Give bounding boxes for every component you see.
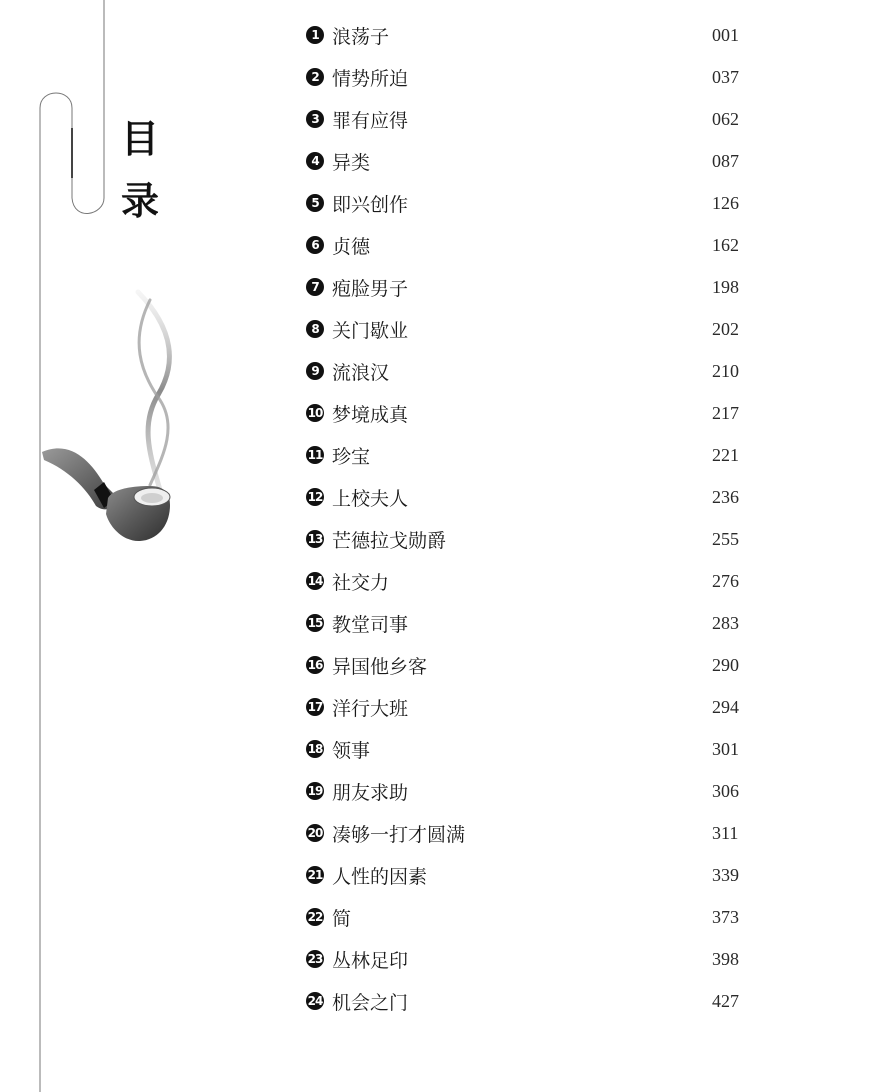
chapter-title: 浪荡子 [332, 25, 390, 48]
chapter-page-number: 236 [712, 486, 739, 507]
chapter-page-number: 294 [712, 696, 739, 717]
chapter-page-number: 398 [712, 948, 739, 969]
chapter-title: 凑够一打才圆满 [332, 823, 466, 846]
chapter-number-badge: 21 [307, 868, 323, 882]
chapter-page-number: 210 [712, 360, 739, 381]
chapter-title: 丛林足印 [332, 949, 409, 972]
chapter-number-badge: 3 [306, 110, 324, 128]
toc-entry[interactable] [306, 308, 746, 350]
page-title-line-1: 目 [121, 116, 160, 161]
chapter-number-badge: 20 [307, 826, 323, 840]
smoke-icon [138, 292, 169, 490]
chapter-title: 罪有应得 [332, 109, 409, 132]
toc-entry[interactable] [306, 182, 746, 224]
chapter-number-badge: 14 [307, 574, 323, 588]
chapter-title: 洋行大班 [332, 697, 409, 720]
chapter-title: 上校夫人 [332, 487, 409, 510]
toc-entry[interactable] [306, 560, 746, 602]
chapter-title: 机会之门 [332, 991, 409, 1014]
chapter-number-badge: 13 [307, 532, 323, 546]
chapter-page-number: 087 [712, 150, 739, 171]
title-bracket [40, 93, 104, 1092]
chapter-page-number: 202 [712, 318, 739, 339]
chapter-page-number: 217 [712, 402, 739, 423]
chapter-title: 异国他乡客 [332, 655, 428, 678]
chapter-title: 简 [332, 907, 352, 930]
chapter-title: 梦境成真 [332, 403, 409, 426]
chapter-number-badge: 22 [307, 910, 323, 924]
chapter-number-badge: 10 [307, 406, 323, 420]
toc-entry[interactable] [306, 392, 746, 434]
toc-entry[interactable] [306, 686, 746, 728]
chapter-number-badge: 16 [307, 658, 323, 672]
toc-entry[interactable] [306, 602, 746, 644]
toc-entry[interactable] [306, 476, 746, 518]
chapter-page-number: 062 [712, 108, 739, 129]
chapter-page-number: 311 [712, 822, 739, 843]
toc-entry[interactable] [306, 98, 746, 140]
chapter-page-number: 306 [712, 780, 739, 801]
chapter-number-badge: 15 [307, 616, 323, 630]
chapter-title: 领事 [332, 739, 371, 762]
chapter-title: 珍宝 [332, 445, 371, 468]
chapter-title: 芒德拉戈勋爵 [332, 529, 447, 552]
chapter-title: 关门歇业 [332, 319, 409, 342]
chapter-number-badge: 17 [307, 700, 323, 714]
toc-entry[interactable] [306, 266, 746, 308]
chapter-title: 情势所迫 [332, 67, 409, 90]
chapter-number-badge: 8 [306, 320, 324, 338]
chapter-title: 教堂司事 [332, 613, 409, 636]
chapter-title: 社交力 [332, 571, 390, 594]
chapter-page-number: 221 [712, 444, 739, 465]
chapter-page-number: 001 [712, 24, 739, 45]
chapter-number-badge: 24 [307, 994, 323, 1008]
chapter-number-badge: 6 [306, 236, 324, 254]
chapter-title: 朋友求助 [332, 781, 409, 804]
toc-entry[interactable] [306, 518, 746, 560]
chapter-page-number: 162 [712, 234, 739, 255]
toc-entry[interactable] [306, 56, 746, 98]
chapter-page-number: 339 [712, 864, 739, 885]
chapter-page-number: 126 [712, 192, 739, 213]
chapter-title: 异类 [332, 151, 371, 174]
chapter-page-number: 276 [712, 570, 739, 591]
toc-entry[interactable] [306, 770, 746, 812]
chapter-number-badge: 5 [306, 194, 324, 212]
table-of-contents [306, 14, 746, 1022]
chapter-title: 即兴创作 [332, 193, 409, 216]
chapter-number-badge: 23 [307, 952, 323, 966]
toc-entry[interactable] [306, 854, 746, 896]
chapter-title: 贞德 [332, 235, 371, 258]
toc-entry[interactable] [306, 434, 746, 476]
chapter-number-badge: 18 [307, 742, 323, 756]
chapter-number-badge: 9 [306, 362, 324, 380]
chapter-page-number: 301 [712, 738, 739, 759]
toc-entry[interactable] [306, 140, 746, 182]
toc-entry[interactable] [306, 350, 746, 392]
toc-entry[interactable] [306, 644, 746, 686]
page-title [121, 108, 165, 232]
chapter-number-badge: 7 [306, 278, 324, 296]
toc-entry[interactable] [306, 938, 746, 980]
chapter-number-badge: 2 [306, 68, 324, 86]
toc-entry[interactable] [306, 896, 746, 938]
chapter-number-badge: 1 [306, 26, 324, 44]
chapter-title: 疱脸男子 [332, 277, 409, 300]
chapter-number-badge: 4 [306, 152, 324, 170]
chapter-page-number: 283 [712, 612, 739, 633]
chapter-page-number: 427 [712, 990, 739, 1011]
chapter-title: 流浪汉 [332, 361, 390, 384]
chapter-page-number: 198 [712, 276, 739, 297]
chapter-page-number: 373 [712, 906, 739, 927]
chapter-number-badge: 19 [307, 784, 323, 798]
page-title-line-2: 录 [121, 178, 160, 223]
chapter-page-number: 290 [712, 654, 739, 675]
toc-entry[interactable] [306, 812, 746, 854]
chapter-number-badge: 11 [307, 448, 323, 462]
chapter-title: 人性的因素 [332, 865, 428, 888]
toc-entry[interactable] [306, 14, 746, 56]
toc-entry[interactable] [306, 728, 746, 770]
toc-entry[interactable] [306, 224, 746, 266]
chapter-number-badge: 12 [307, 490, 323, 504]
chapter-page-number: 037 [712, 66, 739, 87]
toc-entry[interactable] [306, 980, 746, 1022]
chapter-page-number: 255 [712, 528, 739, 549]
